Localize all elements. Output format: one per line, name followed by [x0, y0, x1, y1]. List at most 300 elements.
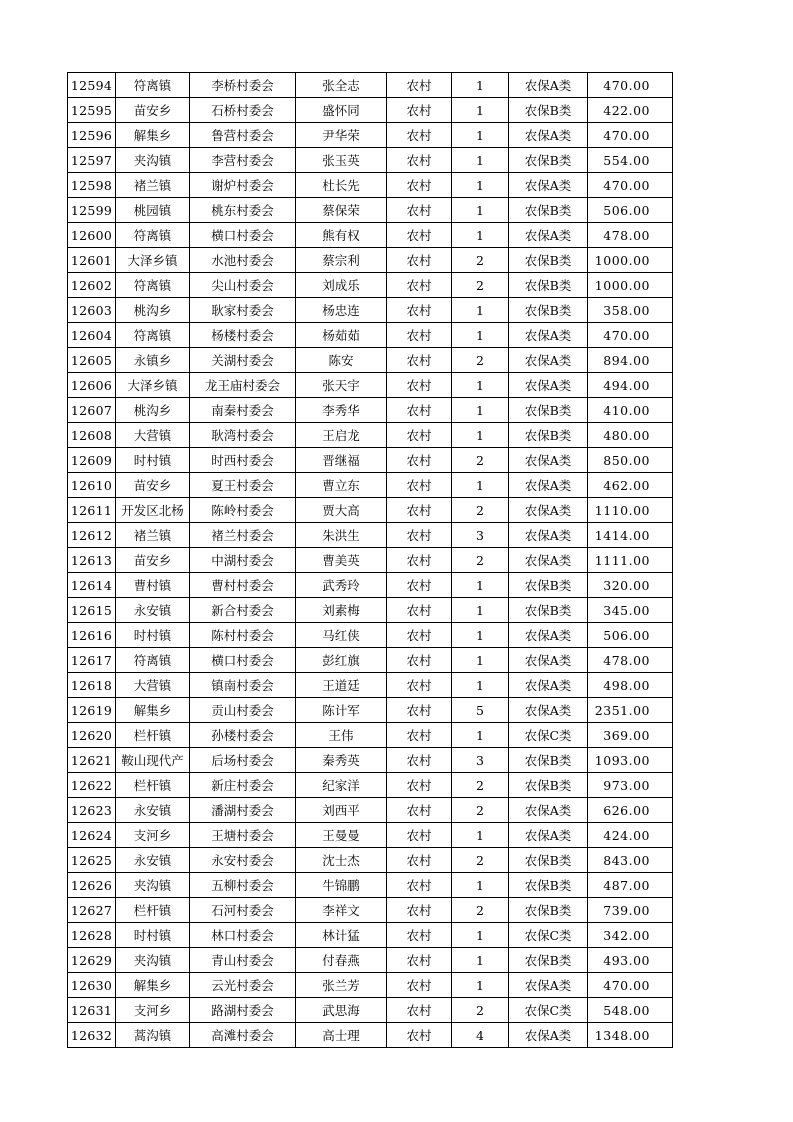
- insurance-category-cell: 农保B类: [509, 248, 588, 273]
- village-committee-cell: 关湖村委会: [190, 348, 296, 373]
- table-row: [68, 1023, 673, 1048]
- household-type-cell: 农村: [387, 898, 452, 923]
- record-id-cell: 12618: [68, 673, 116, 698]
- amount-cell: 973.00: [588, 773, 673, 798]
- record-id-cell: 12599: [68, 198, 116, 223]
- village-committee-cell: 耿湾村委会: [190, 423, 296, 448]
- person-count-cell: 2: [452, 548, 509, 573]
- township-cell: 栏杆镇: [116, 723, 190, 748]
- table-row: [68, 348, 673, 373]
- township-cell: 永镇乡: [116, 348, 190, 373]
- table-row: [68, 298, 673, 323]
- table-row: [68, 148, 673, 173]
- household-type-cell: 农村: [387, 948, 452, 973]
- household-type-cell: 农村: [387, 373, 452, 398]
- insurance-category-cell: 农保B类: [509, 423, 588, 448]
- township-cell: 夹沟镇: [116, 873, 190, 898]
- record-id-cell: 12595: [68, 98, 116, 123]
- amount-cell: 422.00: [588, 98, 673, 123]
- table-row: [68, 248, 673, 273]
- village-committee-cell: 杨楼村委会: [190, 323, 296, 348]
- household-type-cell: 农村: [387, 448, 452, 473]
- household-type-cell: 农村: [387, 823, 452, 848]
- record-id-cell: 12617: [68, 648, 116, 673]
- name-cell: 刘西平: [296, 798, 387, 823]
- record-id-cell: 12631: [68, 998, 116, 1023]
- name-cell: 陈安: [296, 348, 387, 373]
- amount-cell: 1000.00: [588, 273, 673, 298]
- amount-cell: 342.00: [588, 923, 673, 948]
- record-id-cell: 12607: [68, 398, 116, 423]
- township-cell: 符离镇: [116, 73, 190, 98]
- household-type-cell: 农村: [387, 398, 452, 423]
- name-cell: 王伟: [296, 723, 387, 748]
- township-cell: 大营镇: [116, 673, 190, 698]
- name-cell: 贾大高: [296, 498, 387, 523]
- amount-cell: 470.00: [588, 173, 673, 198]
- township-cell: 大泽乡镇: [116, 248, 190, 273]
- amount-cell: 1414.00: [588, 523, 673, 548]
- record-id-cell: 12597: [68, 148, 116, 173]
- person-count-cell: 1: [452, 173, 509, 198]
- household-type-cell: 农村: [387, 998, 452, 1023]
- record-id-cell: 12602: [68, 273, 116, 298]
- insurance-category-cell: 农保B类: [509, 398, 588, 423]
- township-cell: 褚兰镇: [116, 173, 190, 198]
- village-committee-cell: 五柳村委会: [190, 873, 296, 898]
- name-cell: 蔡保荣: [296, 198, 387, 223]
- village-committee-cell: 褚兰村委会: [190, 523, 296, 548]
- record-id-cell: 12627: [68, 898, 116, 923]
- household-type-cell: 农村: [387, 498, 452, 523]
- amount-cell: 498.00: [588, 673, 673, 698]
- insurance-category-cell: 农保B类: [509, 873, 588, 898]
- person-count-cell: 2: [452, 448, 509, 473]
- insurance-category-cell: 农保A类: [509, 73, 588, 98]
- township-cell: 栏杆镇: [116, 898, 190, 923]
- township-cell: 苗安乡: [116, 98, 190, 123]
- amount-cell: 506.00: [588, 198, 673, 223]
- township-cell: 桃沟乡: [116, 298, 190, 323]
- name-cell: 王曼曼: [296, 823, 387, 848]
- table-row: [68, 598, 673, 623]
- township-cell: 永安镇: [116, 798, 190, 823]
- record-id-cell: 12610: [68, 473, 116, 498]
- township-cell: 时村镇: [116, 448, 190, 473]
- person-count-cell: 1: [452, 198, 509, 223]
- township-cell: 大泽乡镇: [116, 373, 190, 398]
- amount-cell: 478.00: [588, 648, 673, 673]
- amount-cell: 345.00: [588, 598, 673, 623]
- village-committee-cell: 谢炉村委会: [190, 173, 296, 198]
- insurance-category-cell: 农保A类: [509, 123, 588, 148]
- household-type-cell: 农村: [387, 298, 452, 323]
- amount-cell: 470.00: [588, 323, 673, 348]
- record-id-cell: 12604: [68, 323, 116, 348]
- table-row: [68, 798, 673, 823]
- amount-cell: 548.00: [588, 998, 673, 1023]
- table-row: [68, 548, 673, 573]
- household-type-cell: 农村: [387, 773, 452, 798]
- township-cell: 曹村镇: [116, 573, 190, 598]
- name-cell: 熊有权: [296, 223, 387, 248]
- household-type-cell: 农村: [387, 423, 452, 448]
- name-cell: 盛怀同: [296, 98, 387, 123]
- table-row: [68, 623, 673, 648]
- township-cell: 符离镇: [116, 223, 190, 248]
- table-row: [68, 98, 673, 123]
- record-id-cell: 12603: [68, 298, 116, 323]
- township-cell: 永安镇: [116, 598, 190, 623]
- household-type-cell: 农村: [387, 748, 452, 773]
- township-cell: 栏杆镇: [116, 773, 190, 798]
- name-cell: 马红侠: [296, 623, 387, 648]
- record-id-cell: 12624: [68, 823, 116, 848]
- person-count-cell: 2: [452, 798, 509, 823]
- name-cell: 林计猛: [296, 923, 387, 948]
- insurance-category-cell: 农保B类: [509, 98, 588, 123]
- village-committee-cell: 石桥村委会: [190, 98, 296, 123]
- name-cell: 曹美英: [296, 548, 387, 573]
- person-count-cell: 2: [452, 898, 509, 923]
- amount-cell: 410.00: [588, 398, 673, 423]
- township-cell: 时村镇: [116, 923, 190, 948]
- household-type-cell: 农村: [387, 623, 452, 648]
- insurance-category-cell: 农保B类: [509, 948, 588, 973]
- record-id-cell: 12609: [68, 448, 116, 473]
- person-count-cell: 1: [452, 973, 509, 998]
- table-row: [68, 523, 673, 548]
- insurance-category-cell: 农保A类: [509, 673, 588, 698]
- amount-cell: 1000.00: [588, 248, 673, 273]
- township-cell: 鞍山现代产: [116, 748, 190, 773]
- record-id-cell: 12598: [68, 173, 116, 198]
- household-type-cell: 农村: [387, 123, 452, 148]
- record-id-cell: 12596: [68, 123, 116, 148]
- table-row: [68, 498, 673, 523]
- insurance-category-cell: 农保A类: [509, 623, 588, 648]
- township-cell: 蒿沟镇: [116, 1023, 190, 1048]
- amount-cell: 1348.00: [588, 1023, 673, 1048]
- insurance-category-cell: 农保A类: [509, 448, 588, 473]
- insurance-category-cell: 农保A类: [509, 523, 588, 548]
- name-cell: 杨忠连: [296, 298, 387, 323]
- village-committee-cell: 鲁营村委会: [190, 123, 296, 148]
- person-count-cell: 1: [452, 73, 509, 98]
- table-row: [68, 648, 673, 673]
- person-count-cell: 1: [452, 398, 509, 423]
- insurance-category-cell: 农保B类: [509, 148, 588, 173]
- village-committee-cell: 王塘村委会: [190, 823, 296, 848]
- person-count-cell: 1: [452, 823, 509, 848]
- name-cell: 李祥文: [296, 898, 387, 923]
- insurance-category-cell: 农保C类: [509, 923, 588, 948]
- table-row: [68, 473, 673, 498]
- record-id-cell: 12616: [68, 623, 116, 648]
- table-row: [68, 398, 673, 423]
- insurance-category-cell: 农保A类: [509, 648, 588, 673]
- relief-roster-table: [67, 72, 673, 1048]
- household-type-cell: 农村: [387, 973, 452, 998]
- record-id-cell: 12625: [68, 848, 116, 873]
- household-type-cell: 农村: [387, 473, 452, 498]
- township-cell: 桃沟乡: [116, 398, 190, 423]
- village-committee-cell: 李桥村委会: [190, 73, 296, 98]
- household-type-cell: 农村: [387, 598, 452, 623]
- insurance-category-cell: 农保A类: [509, 798, 588, 823]
- insurance-category-cell: 农保A类: [509, 348, 588, 373]
- township-cell: 符离镇: [116, 273, 190, 298]
- name-cell: 王启龙: [296, 423, 387, 448]
- record-id-cell: 12615: [68, 598, 116, 623]
- village-committee-cell: 陈岭村委会: [190, 498, 296, 523]
- record-id-cell: 12606: [68, 373, 116, 398]
- table-row: [68, 123, 673, 148]
- amount-cell: 843.00: [588, 848, 673, 873]
- insurance-category-cell: 农保B类: [509, 298, 588, 323]
- insurance-category-cell: 农保B类: [509, 598, 588, 623]
- insurance-category-cell: 农保B类: [509, 198, 588, 223]
- person-count-cell: 1: [452, 623, 509, 648]
- household-type-cell: 农村: [387, 848, 452, 873]
- insurance-category-cell: 农保A类: [509, 973, 588, 998]
- table-row: [68, 948, 673, 973]
- amount-cell: 554.00: [588, 148, 673, 173]
- household-type-cell: 农村: [387, 648, 452, 673]
- township-cell: 解集乡: [116, 973, 190, 998]
- name-cell: 纪家洋: [296, 773, 387, 798]
- household-type-cell: 农村: [387, 223, 452, 248]
- insurance-category-cell: 农保A类: [509, 223, 588, 248]
- person-count-cell: 1: [452, 473, 509, 498]
- record-id-cell: 12605: [68, 348, 116, 373]
- insurance-category-cell: 农保A类: [509, 173, 588, 198]
- table-row: [68, 898, 673, 923]
- name-cell: 张兰芳: [296, 973, 387, 998]
- name-cell: 李秀华: [296, 398, 387, 423]
- village-committee-cell: 云光村委会: [190, 973, 296, 998]
- person-count-cell: 3: [452, 748, 509, 773]
- insurance-category-cell: 农保A类: [509, 823, 588, 848]
- amount-cell: 470.00: [588, 123, 673, 148]
- person-count-cell: 1: [452, 423, 509, 448]
- township-cell: 苗安乡: [116, 548, 190, 573]
- table-row: [68, 848, 673, 873]
- record-id-cell: 12608: [68, 423, 116, 448]
- household-type-cell: 农村: [387, 1023, 452, 1048]
- record-id-cell: 12630: [68, 973, 116, 998]
- person-count-cell: 1: [452, 598, 509, 623]
- name-cell: 尹华荣: [296, 123, 387, 148]
- village-committee-cell: 横口村委会: [190, 648, 296, 673]
- insurance-category-cell: 农保A类: [509, 498, 588, 523]
- township-cell: 时村镇: [116, 623, 190, 648]
- insurance-category-cell: 农保A类: [509, 1023, 588, 1048]
- amount-cell: 506.00: [588, 623, 673, 648]
- person-count-cell: 1: [452, 223, 509, 248]
- name-cell: 武秀玲: [296, 573, 387, 598]
- table-row: [68, 448, 673, 473]
- table-row: [68, 998, 673, 1023]
- record-id-cell: 12629: [68, 948, 116, 973]
- record-id-cell: 12601: [68, 248, 116, 273]
- village-committee-cell: 龙王庙村委会: [190, 373, 296, 398]
- village-committee-cell: 中湖村委会: [190, 548, 296, 573]
- name-cell: 杨茹茹: [296, 323, 387, 348]
- person-count-cell: 1: [452, 148, 509, 173]
- village-committee-cell: 镇南村委会: [190, 673, 296, 698]
- record-id-cell: 12632: [68, 1023, 116, 1048]
- household-type-cell: 农村: [387, 698, 452, 723]
- amount-cell: 626.00: [588, 798, 673, 823]
- name-cell: 牛锦鹏: [296, 873, 387, 898]
- household-type-cell: 农村: [387, 673, 452, 698]
- person-count-cell: 2: [452, 848, 509, 873]
- township-cell: 支河乡: [116, 823, 190, 848]
- village-committee-cell: 永安村委会: [190, 848, 296, 873]
- table-body: [68, 73, 673, 1048]
- person-count-cell: 2: [452, 998, 509, 1023]
- table-row: [68, 773, 673, 798]
- name-cell: 杜长先: [296, 173, 387, 198]
- name-cell: 付春燕: [296, 948, 387, 973]
- household-type-cell: 农村: [387, 548, 452, 573]
- insurance-category-cell: 农保B类: [509, 898, 588, 923]
- amount-cell: 358.00: [588, 298, 673, 323]
- name-cell: 沈士杰: [296, 848, 387, 873]
- amount-cell: 2351.00: [588, 698, 673, 723]
- person-count-cell: 1: [452, 673, 509, 698]
- amount-cell: 470.00: [588, 73, 673, 98]
- table-row: [68, 698, 673, 723]
- person-count-cell: 3: [452, 523, 509, 548]
- person-count-cell: 2: [452, 348, 509, 373]
- village-committee-cell: 耿家村委会: [190, 298, 296, 323]
- household-type-cell: 农村: [387, 198, 452, 223]
- amount-cell: 1111.00: [588, 548, 673, 573]
- table-row: [68, 748, 673, 773]
- township-cell: 解集乡: [116, 123, 190, 148]
- record-id-cell: 12613: [68, 548, 116, 573]
- township-cell: 支河乡: [116, 998, 190, 1023]
- record-id-cell: 12612: [68, 523, 116, 548]
- person-count-cell: 1: [452, 648, 509, 673]
- name-cell: 张全志: [296, 73, 387, 98]
- insurance-category-cell: 农保B类: [509, 748, 588, 773]
- name-cell: 朱洪生: [296, 523, 387, 548]
- record-id-cell: 12628: [68, 923, 116, 948]
- table-row: [68, 673, 673, 698]
- township-cell: 大营镇: [116, 423, 190, 448]
- household-type-cell: 农村: [387, 523, 452, 548]
- name-cell: 武思海: [296, 998, 387, 1023]
- table-row: [68, 223, 673, 248]
- household-type-cell: 农村: [387, 873, 452, 898]
- village-committee-cell: 水池村委会: [190, 248, 296, 273]
- township-cell: 夹沟镇: [116, 148, 190, 173]
- household-type-cell: 农村: [387, 798, 452, 823]
- record-id-cell: 12614: [68, 573, 116, 598]
- township-cell: 解集乡: [116, 698, 190, 723]
- table-row: [68, 198, 673, 223]
- village-committee-cell: 石河村委会: [190, 898, 296, 923]
- village-committee-cell: 孙楼村委会: [190, 723, 296, 748]
- person-count-cell: 1: [452, 323, 509, 348]
- record-id-cell: 12611: [68, 498, 116, 523]
- name-cell: 蔡宗利: [296, 248, 387, 273]
- record-id-cell: 12594: [68, 73, 116, 98]
- household-type-cell: 农村: [387, 73, 452, 98]
- person-count-cell: 1: [452, 923, 509, 948]
- name-cell: 晋继福: [296, 448, 387, 473]
- amount-cell: 480.00: [588, 423, 673, 448]
- record-id-cell: 12626: [68, 873, 116, 898]
- township-cell: 褚兰镇: [116, 523, 190, 548]
- amount-cell: 493.00: [588, 948, 673, 973]
- name-cell: 刘素梅: [296, 598, 387, 623]
- amount-cell: 424.00: [588, 823, 673, 848]
- insurance-category-cell: 农保B类: [509, 848, 588, 873]
- insurance-category-cell: 农保B类: [509, 773, 588, 798]
- insurance-category-cell: 农保C类: [509, 998, 588, 1023]
- village-committee-cell: 高滩村委会: [190, 1023, 296, 1048]
- township-cell: 桃园镇: [116, 198, 190, 223]
- village-committee-cell: 时西村委会: [190, 448, 296, 473]
- village-committee-cell: 青山村委会: [190, 948, 296, 973]
- table-row: [68, 923, 673, 948]
- household-type-cell: 农村: [387, 148, 452, 173]
- person-count-cell: 5: [452, 698, 509, 723]
- amount-cell: 1093.00: [588, 748, 673, 773]
- household-type-cell: 农村: [387, 723, 452, 748]
- table-row: [68, 423, 673, 448]
- amount-cell: 478.00: [588, 223, 673, 248]
- amount-cell: 894.00: [588, 348, 673, 373]
- amount-cell: 369.00: [588, 723, 673, 748]
- record-id-cell: 12622: [68, 773, 116, 798]
- record-id-cell: 12620: [68, 723, 116, 748]
- person-count-cell: 1: [452, 873, 509, 898]
- name-cell: 王道廷: [296, 673, 387, 698]
- village-committee-cell: 新合村委会: [190, 598, 296, 623]
- household-type-cell: 农村: [387, 323, 452, 348]
- village-committee-cell: 南秦村委会: [190, 398, 296, 423]
- village-committee-cell: 路湖村委会: [190, 998, 296, 1023]
- village-committee-cell: 新庄村委会: [190, 773, 296, 798]
- person-count-cell: 2: [452, 498, 509, 523]
- name-cell: 张天宇: [296, 373, 387, 398]
- village-committee-cell: 横口村委会: [190, 223, 296, 248]
- insurance-category-cell: 农保B类: [509, 573, 588, 598]
- amount-cell: 1110.00: [588, 498, 673, 523]
- village-committee-cell: 夏王村委会: [190, 473, 296, 498]
- village-committee-cell: 李营村委会: [190, 148, 296, 173]
- amount-cell: 494.00: [588, 373, 673, 398]
- record-id-cell: 12623: [68, 798, 116, 823]
- person-count-cell: 4: [452, 1023, 509, 1048]
- amount-cell: 850.00: [588, 448, 673, 473]
- amount-cell: 487.00: [588, 873, 673, 898]
- person-count-cell: 2: [452, 273, 509, 298]
- table-row: [68, 873, 673, 898]
- person-count-cell: 2: [452, 248, 509, 273]
- name-cell: 曹立东: [296, 473, 387, 498]
- household-type-cell: 农村: [387, 348, 452, 373]
- name-cell: 高士理: [296, 1023, 387, 1048]
- person-count-cell: 1: [452, 948, 509, 973]
- village-committee-cell: 林口村委会: [190, 923, 296, 948]
- person-count-cell: 1: [452, 373, 509, 398]
